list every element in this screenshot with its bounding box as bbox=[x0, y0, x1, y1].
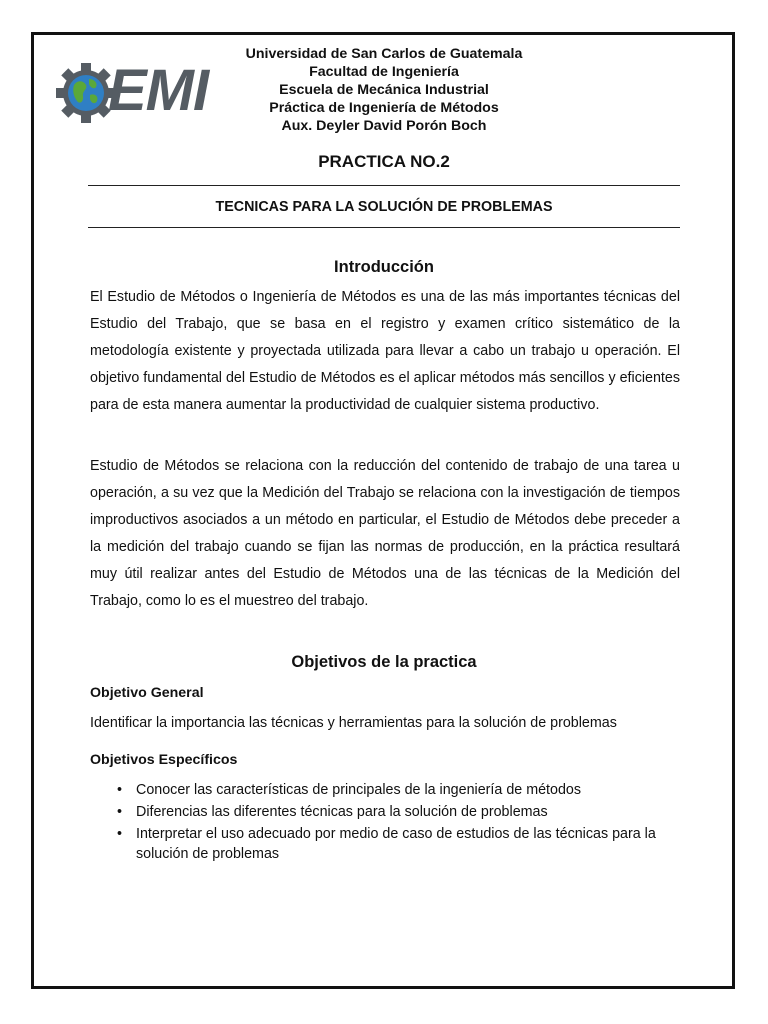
logo-text: EMI bbox=[108, 58, 209, 123]
header-line: Universidad de San Carlos de Guatemala bbox=[245, 46, 523, 62]
general-objective-text: Identificar la importancia las técnicas y herramientas para la solución de problemas bbox=[90, 715, 617, 731]
practice-title: PRACTICA NO.2 bbox=[318, 152, 450, 171]
list-item bbox=[90, 824, 680, 864]
bullet-icon: • bbox=[117, 826, 123, 842]
specific-objectives-heading: Objetivos Específicos bbox=[90, 752, 238, 768]
header-line: Aux. Deyler David Porón Boch bbox=[281, 118, 487, 134]
objectives-heading: Objetivos de la practica bbox=[291, 653, 477, 671]
intro-heading: Introducción bbox=[334, 258, 434, 276]
list-item bbox=[90, 802, 680, 822]
divider bbox=[88, 227, 680, 228]
header-line: Facultad de Ingeniería bbox=[309, 64, 459, 80]
list-item-text: Diferencias las diferentes técnicas para la solución de problemas bbox=[136, 804, 548, 820]
specific-objectives-list bbox=[90, 780, 680, 866]
institution-header bbox=[228, 45, 540, 135]
header-line: Práctica de Ingeniería de Métodos bbox=[269, 100, 499, 116]
list-item-text: Conocer las características de principales de la ingeniería de métodos bbox=[136, 782, 582, 798]
bullet-icon: • bbox=[117, 782, 123, 798]
general-objective-heading: Objetivo General bbox=[90, 685, 204, 701]
bullet-icon: • bbox=[117, 804, 123, 820]
divider bbox=[88, 185, 680, 186]
list-item bbox=[90, 780, 680, 800]
list-item-text: Interpretar el uso adecuado por medio de caso de estudios de las técnicas para la solución de problemas bbox=[136, 826, 656, 862]
intro-paragraph: El Estudio de Métodos o Ingeniería de Métodos es una de las más importantes técnicas del Estudio del Trabajo, que se basa en el registro y examen crítico sistemático de la metodología existente y proyectada utilizada para llevar a cabo un trabajo u operación. El objetivo fundamental del Estudio de Métodos es el aplicar métodos más sencillos y eficientes para de esta manera aumentar la productividad de cualquier sistema productivo. bbox=[90, 289, 680, 413]
intro-paragraph: Estudio de Métodos se relaciona con la reducción del contenido de trabajo de una tarea u operación, a su vez que la Medición del Trabajo se relaciona con la investigación de tiempos improductivos asociados a un método en particular, el Estudio de Métodos debe preceder a la medición del trabajo cuando se fijan las normas de producción, en la práctica resultará muy útil realizar antes del Estudio de Métodos una de las técnicas de la Medición del Trabajo, como lo es el muestreo del trabajo. bbox=[90, 458, 680, 609]
practice-subtitle: TECNICAS PARA LA SOLUCIÓN DE PROBLEMAS bbox=[215, 199, 553, 215]
header-line: Escuela de Mecánica Industrial bbox=[279, 82, 489, 98]
